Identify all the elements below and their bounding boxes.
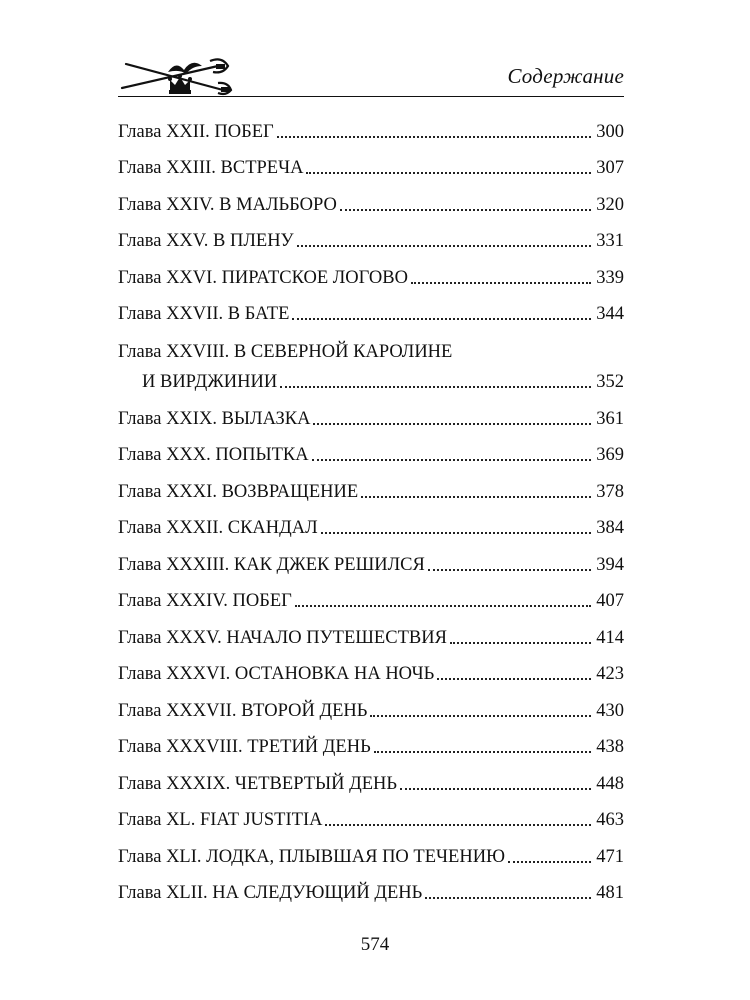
chapter-title: Глава XLII. НА СЛЕДУЮЩИЙ ДЕНЬ — [118, 883, 423, 903]
folio-page-number: 574 — [360, 934, 390, 955]
page-header — [118, 52, 624, 100]
chapter-title: Глава XXXVIII. ТРЕТИЙ ДЕНЬ — [118, 737, 371, 757]
dot-leader — [340, 209, 591, 211]
chapter-title: Глава XLI. ЛОДКА, ПЛЫВШАЯ ПО ТЕЧЕНИЮ — [118, 846, 506, 867]
dot-leader — [411, 282, 591, 284]
crossed-swords-crown-icon — [118, 52, 248, 100]
toc-entry[interactable] — [118, 106, 624, 143]
toc-entry[interactable] — [118, 576, 624, 613]
toc-entry[interactable] — [118, 868, 624, 905]
page-number: 430 — [596, 700, 624, 721]
chapter-title-continuation-line — [118, 371, 624, 393]
header-rule — [118, 96, 624, 97]
chapter-title: Глава XXX. ПОПЫТКА — [118, 445, 309, 465]
page-number: 307 — [596, 158, 624, 178]
dot-leader — [306, 172, 591, 174]
table-of-contents — [118, 106, 624, 904]
page-number: 407 — [596, 591, 624, 611]
chapter-title: Глава XXVI. ПИРАТСКОЕ ЛОГОВО — [118, 267, 408, 288]
page-number: 331 — [596, 231, 624, 251]
toc-entry[interactable] — [118, 831, 624, 868]
toc-entry[interactable] — [118, 612, 624, 649]
dot-leader — [437, 678, 591, 680]
chapter-title: Глава XXXVI. ОСТАНОВКА НА НОЧЬ — [118, 664, 435, 684]
chapter-title: Глава XXII. ПОБЕГ — [118, 121, 274, 142]
toc-entry[interactable] — [118, 649, 624, 686]
page-number: 320 — [596, 194, 624, 215]
page-number: 463 — [596, 810, 624, 830]
chapter-title: Глава XXXIX. ЧЕТВЕРТЫЙ ДЕНЬ — [118, 773, 398, 794]
toc-entry[interactable] — [118, 216, 624, 253]
dot-leader — [370, 715, 591, 717]
chapter-title-continuation: И ВИРДЖИНИИ — [142, 372, 278, 392]
toc-entry[interactable] — [118, 430, 624, 467]
dot-leader — [321, 532, 591, 534]
page-number: 394 — [596, 554, 624, 575]
toc-entry[interactable] — [118, 758, 624, 795]
page-number: 369 — [596, 445, 624, 465]
chapter-title: Глава XXXV. НАЧАЛО ПУТЕШЕСТВИЯ — [118, 627, 447, 648]
toc-entry[interactable] — [118, 466, 624, 503]
toc-entry[interactable] — [118, 539, 624, 576]
toc-entry[interactable] — [118, 289, 624, 326]
toc-entry[interactable] — [118, 503, 624, 540]
page-number: 361 — [596, 408, 624, 429]
dot-leader — [428, 569, 591, 571]
toc-entry[interactable] — [118, 722, 624, 759]
page-number: 423 — [596, 664, 624, 684]
toc-entry[interactable] — [118, 685, 624, 722]
dot-leader — [312, 459, 591, 461]
page-number: 300 — [596, 121, 624, 142]
page-number: 339 — [596, 267, 624, 288]
dot-leader — [325, 824, 591, 826]
chapter-title: Глава XXIII. ВСТРЕЧА — [118, 158, 304, 178]
toc-entry[interactable] — [118, 393, 624, 430]
chapter-title: Глава XXVII. В БАТЕ — [118, 304, 290, 324]
dot-leader — [313, 423, 591, 425]
chapter-title: Глава XXVIII. В СЕВЕРНОЙ КАРОЛИНЕ — [118, 342, 453, 362]
dot-leader — [280, 386, 591, 388]
dot-leader — [295, 605, 591, 607]
chapter-title: Глава XXIV. В МАЛЬБОРО — [118, 194, 337, 215]
page-number: 481 — [596, 883, 624, 903]
chapter-title: Глава XXIX. ВЫЛАЗКА — [118, 408, 311, 429]
dot-leader — [374, 751, 591, 753]
chapter-title: Глава XXXII. СКАНДАЛ — [118, 518, 318, 538]
toc-entry[interactable] — [118, 325, 624, 393]
page-number: 438 — [596, 737, 624, 757]
dot-leader — [425, 897, 591, 899]
running-head: Содержание — [507, 64, 624, 88]
toc-entry[interactable] — [118, 143, 624, 180]
dot-leader — [361, 496, 591, 498]
page-number: 414 — [596, 627, 624, 648]
chapter-title: Глава XXXVII. ВТОРОЙ ДЕНЬ — [118, 700, 368, 721]
dot-leader — [400, 788, 591, 790]
dot-leader — [292, 318, 591, 320]
page-number: 384 — [596, 518, 624, 538]
dot-leader — [450, 642, 591, 644]
chapter-title: Глава XXXIII. КАК ДЖЕК РЕШИЛСЯ — [118, 554, 425, 575]
toc-entry[interactable] — [118, 252, 624, 289]
toc-entry[interactable] — [118, 179, 624, 216]
chapter-title: Глава XL. FIAT JUSTITIA — [118, 810, 323, 830]
dot-leader — [508, 861, 591, 863]
chapter-title: Глава XXV. В ПЛЕНУ — [118, 231, 294, 251]
toc-entry[interactable] — [118, 795, 624, 832]
dot-leader — [297, 245, 591, 247]
chapter-title: Глава XXXIV. ПОБЕГ — [118, 591, 292, 611]
chapter-title: Глава XXXI. ВОЗВРАЩЕНИЕ — [118, 481, 359, 502]
page-number: 378 — [596, 481, 624, 502]
page-number: 471 — [596, 846, 624, 867]
page-number: 344 — [596, 304, 624, 324]
dot-leader — [277, 136, 591, 138]
page-number: 448 — [596, 773, 624, 794]
page-number: 352 — [596, 372, 624, 392]
